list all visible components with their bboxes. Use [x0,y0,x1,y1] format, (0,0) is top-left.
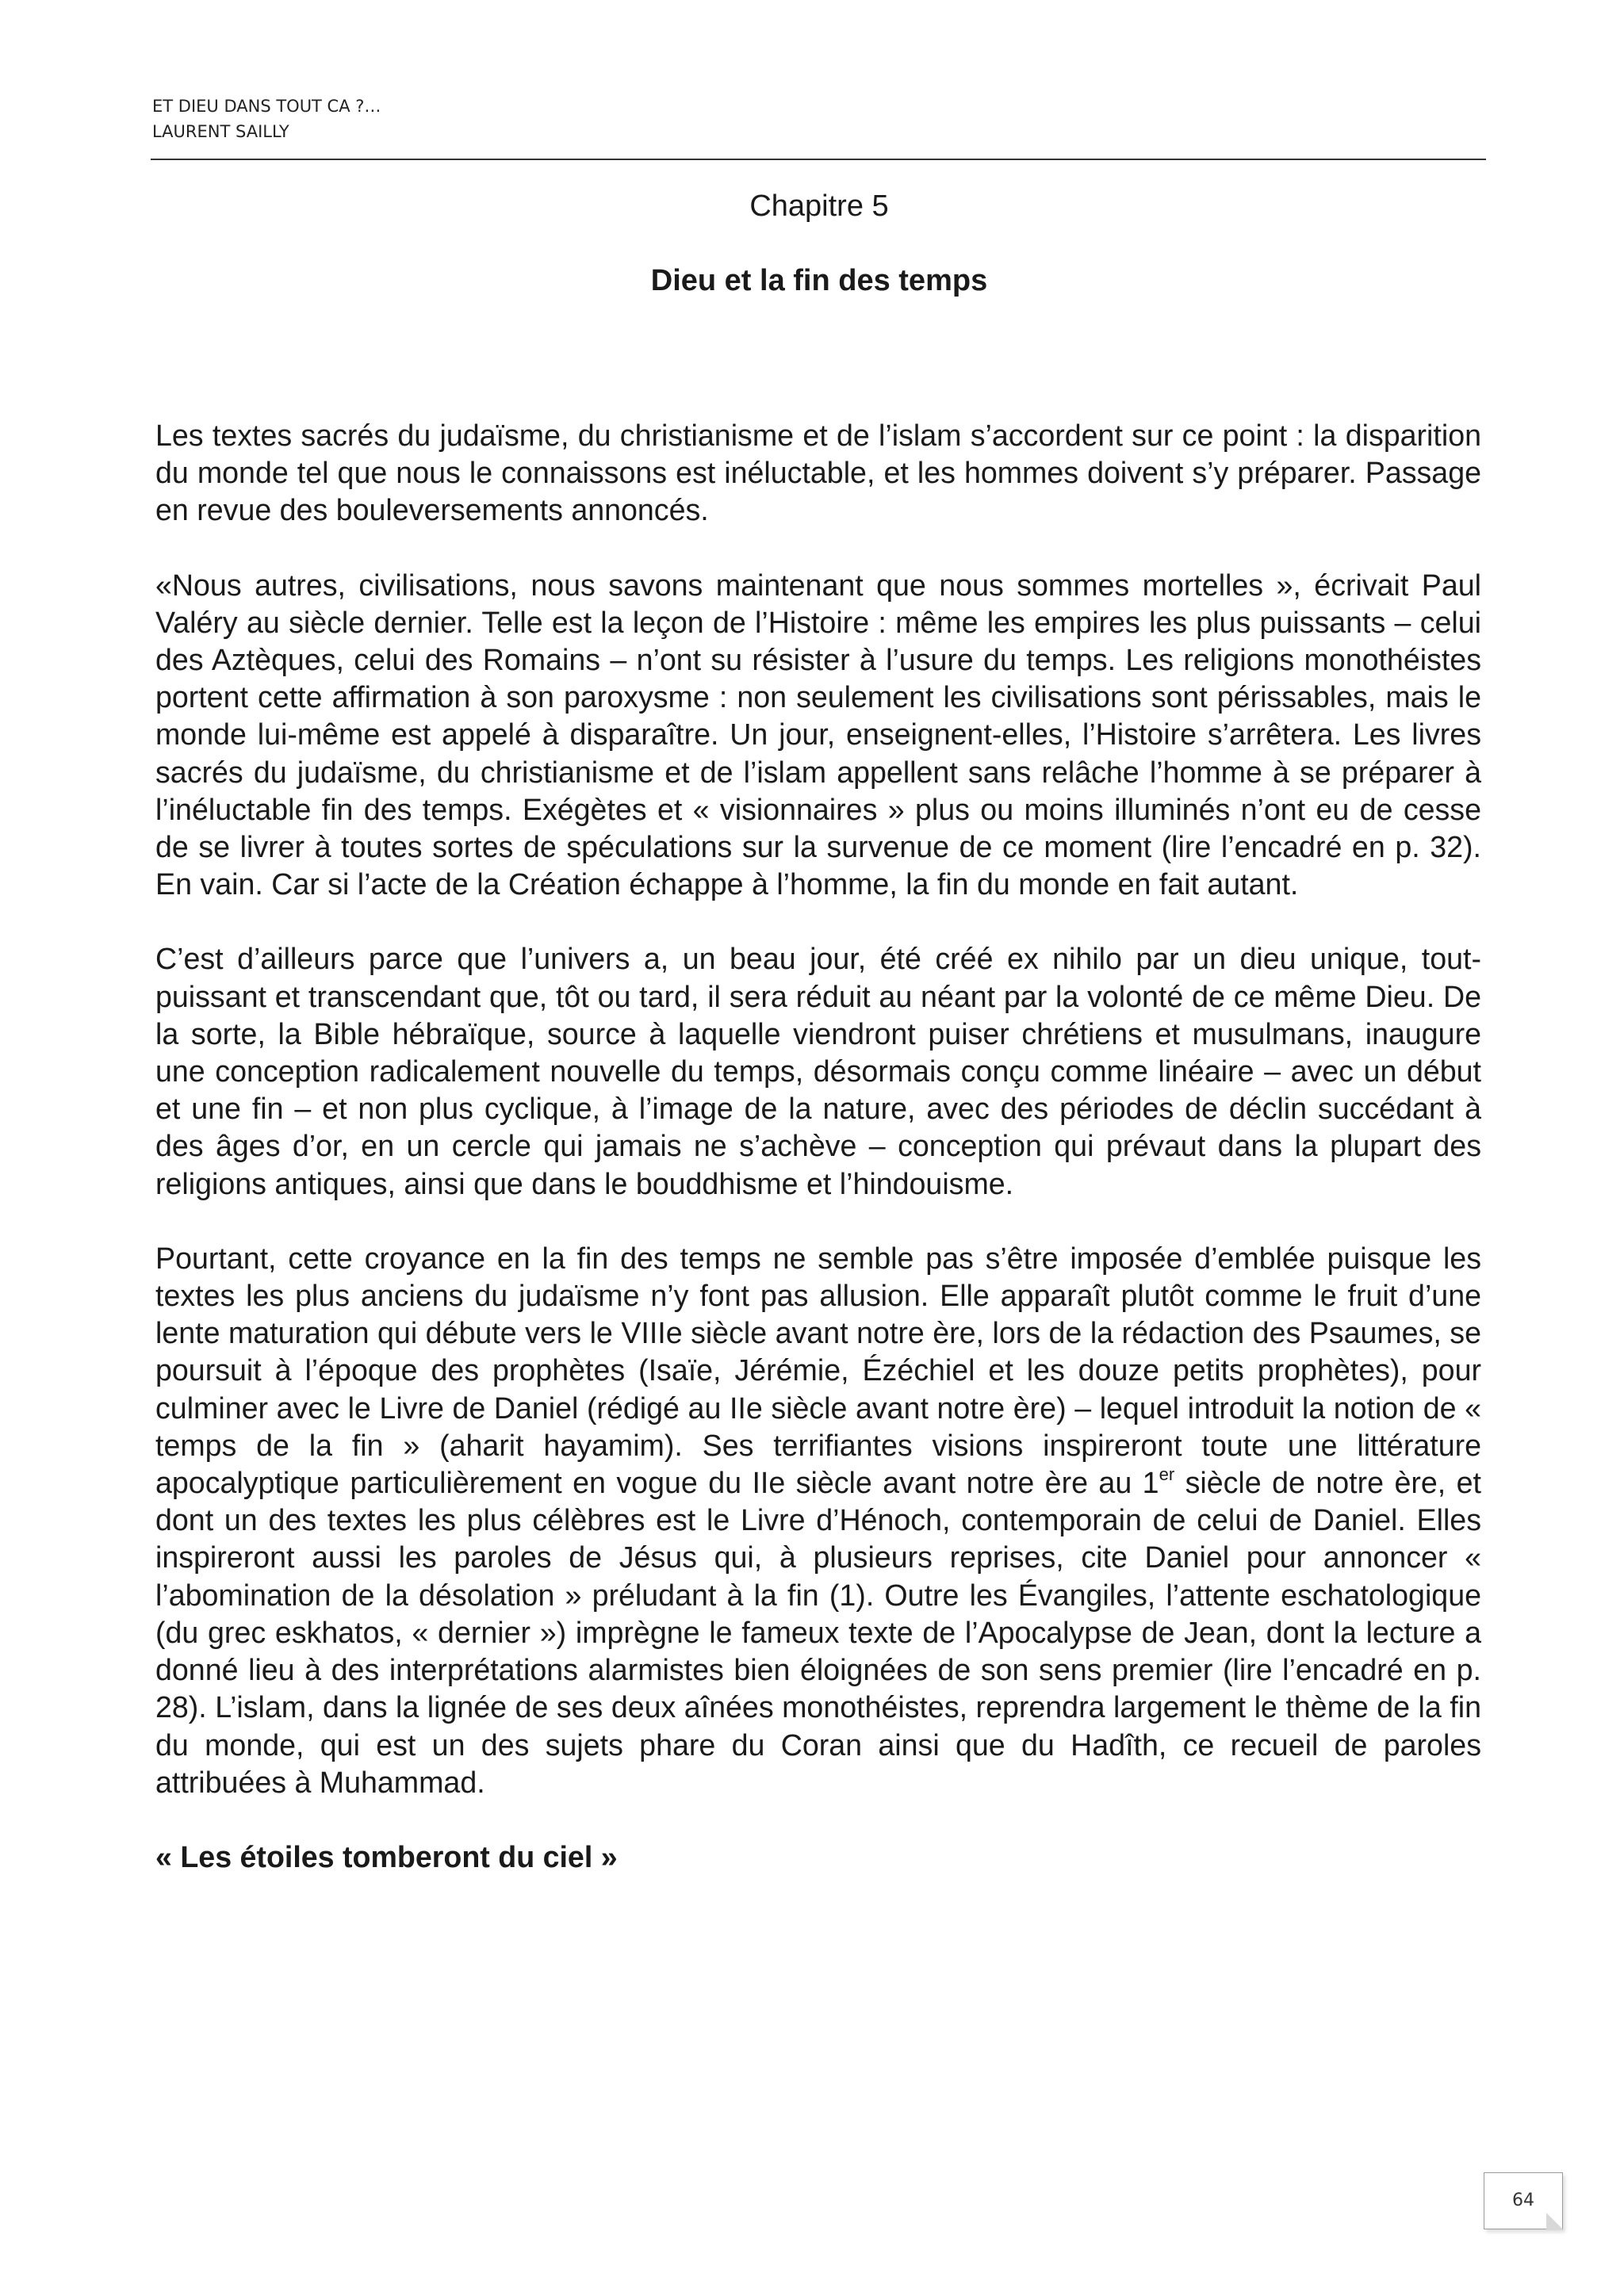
paragraph-2: «Nous autres, civilisations, nous savons maintenant que nous sommes mortelles », écrivait Paul Valéry au siècle dernier. Telle est la leçon de l’Histoire : même les empires les plus puissants – celui des Aztèques, celui des Romains – n’ont su résister à l’usure du temps. Les religions monothéistes portent cette affirmation à son paroxysme : non seulement les civilisations sont périssables, mais le monde lui-même est appelé à disparaître. Un jour, enseignent-elles, l’Histoire s’arrêtera. Les livres sacrés du judaïsme, du christianisme et de l’islam appellent sans relâche l’homme à se préparer à l’inéluctable fin des temps. Exégètes et « visionnaires » plus ou moins illuminés n’ont eu de cesse de se livrer à toutes sortes de spéculations sur la survenue de ce moment (lire l’encadré en p. 32). En vain. Car si l’acte de la Création échappe à l’homme, la fin du monde en fait autant. [155,568,1481,901]
body-text [155,417,1481,1913]
paragraph-3: C’est d’ailleurs parce que l’univers a, un beau jour, été créé ex nihilo par un dieu unique, tout-puissant et transcendant que, tôt ou tard, il sera réduit au néant par la volonté de ce même Dieu. De la sorte, la Bible hébraïque, source à laquelle viendront puiser chrétiens et musulmans, inaugure une conception radicalement nouvelle du temps, désormais conçu comme linéaire – avec un début et une fin – et non plus cyclique, à l’image de la nature, avec des périodes de déclin succédant à des âges d’or, en un cercle qui jamais ne s’achève – conception qui prévaut dans la plupart des religions antiques, ainsi que dans le bouddhisme et l’hindouisme. [155,942,1481,1200]
page-number: 64 [1512,2191,1534,2210]
header-divider [151,159,1486,160]
chapter-title: Dieu et la fin des temps [650,264,988,297]
header-author: LAURENT SAILLY [152,122,289,141]
paragraph-4 [155,1240,1481,1801]
paragraph-4-part-2: siècle de notre ère, et dont un des textes les plus célèbres est le Livre d’Hénoch, contemporain de celui de Daniel. Elles inspireront aussi les paroles de Jésus qui, à plusieurs reprises, cite Daniel pour annoncer « l’abomination de la désolation » préludant à la fin (1). Outre les Évangiles, l’attente eschatologique (du grec eskhatos, « dernier ») imprègne le fameux texte de l’Apocalypse de Jean, dont la lecture a donné lieu à des interprétations alarmistes bien éloignées de son sens premier (lire l’encadré en p. 28). L’islam, dans la lignée de ses deux aînées monothéistes, reprendra largement le thème de la fin du monde, qui est un des sujets phare du Coran ainsi que du Hadîth, ce recueil de paroles attribuées à Muhammad. [155,1466,1481,1799]
section-heading: « Les étoiles tomberont du ciel » [155,1839,618,1873]
page-curl-icon [1546,2213,1564,2230]
paragraph-intro: Les textes sacrés du judaïsme, du christianisme et de l’islam s’accordent sur ce point : la disparition du monde tel que nous le connaissons est inéluctable, et les hommes doivent s’y préparer. Passage en revue des bouleversements annoncés. [155,419,1481,527]
chapter-label: Chapitre 5 [749,189,889,223]
superscript-er: er [1159,1464,1175,1485]
paragraph-4-part-1: Pourtant, cette croyance en la fin des temps ne semble pas s’être imposée d’emblée puisque les textes les plus anciens du judaïsme n’y font pas allusion. Elle apparaît plutôt comme le fruit d’une lente maturation qui débute vers le VIIIe siècle avant notre ère, lors de la rédaction des Psaumes, se poursuit à l’époque des prophètes (Isaïe, Jérémie, Ézéchiel et les douze petits prophètes), pour culminer avec le Livre de Daniel (rédigé au IIe siècle avant notre ère) – lequel introduit la notion de « temps de la fin » (aharit hayamim). Ses terrifiantes visions inspireront toute une littérature apocalyptique particulièrement en vogue du IIe siècle avant notre ère au 1 [155,1241,1481,1500]
header-book-title: ET DIEU DANS TOUT CA ?… [152,97,381,116]
page-number-box [1484,2172,1563,2229]
running-header [152,94,1486,144]
